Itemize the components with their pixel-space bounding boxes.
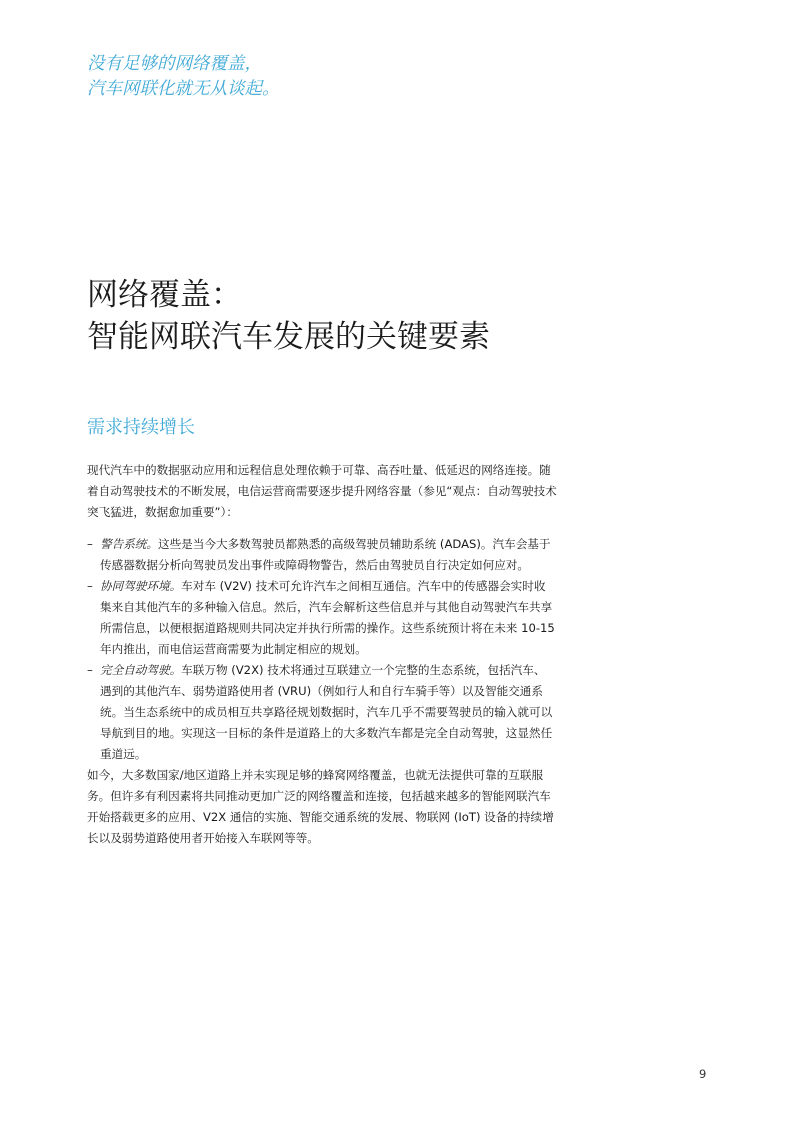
bullet-text: 车对车 (V2V) 技术可允许汽车之间相互通信。汽车中的传感器会实时收集来自其他汽车的多种输入信息。然后，汽车会解析这些信息并与其他自动驾驶汽车共享所需信息，以便根据道路规则共同决定并执行所需的操作。这些系统预计将在未来 10-15 年内推出，而电信运营商需要为此制定相应的规划。 — [100, 579, 555, 656]
bullet-dash: – — [87, 537, 93, 551]
pull-quote — [87, 52, 587, 102]
bullet-text: 这些是当今大多数驾驶员都熟悉的高级驾驶员辅助系统 (ADAS)。汽车会基于传感器数据分析向驾驶员发出事件或障碍物警告，然后由驾驶员自行决定如何应对。 — [100, 537, 551, 572]
pull-quote-line-1: 没有足够的网络覆盖， — [87, 54, 262, 74]
bullet-warning-systems — [87, 534, 557, 576]
bullet-term: 警告系统。 — [100, 537, 158, 551]
bullet-dash: – — [87, 663, 93, 677]
bullet-term: 完全自动驾驶。 — [100, 663, 182, 677]
page-number: 9 — [699, 1067, 707, 1081]
bullet-full-autonomy — [87, 660, 557, 765]
intro-paragraph: 现代汽车中的数据驱动应用和远程信息处理依赖于可靠、高吞吐量、低延迟的网络连接。随着自动驾驶技术的不断发展，电信运营商需要逐步提升网络容量（参见“观点：自动驾驶技术突飞猛进，数据愈加重要”）： — [87, 463, 557, 519]
page-title — [87, 274, 727, 358]
body-text — [87, 460, 557, 849]
section-heading: 需求持续增长 — [87, 417, 195, 438]
bullet-cooperative-driving — [87, 576, 557, 660]
bullet-dash: – — [87, 579, 93, 593]
bullet-term: 协同驾驶环境。 — [100, 579, 182, 593]
bullet-text: 车联万物 (V2X) 技术将通过互联建立一个完整的生态系统，包括汽车、遇到的其他汽车、弱势道路使用者 (VRU)（例如行人和自行车骑手等）以及智能交通系统。当生态系统中的成员相互共享路径规划数据时，汽车几乎不需要驾驶员的输入就可以导航到目的地。实现这一目标的条件是道路上的大多数汽车都是完全自动驾驶，这显然任重道远。 — [100, 663, 553, 761]
pull-quote-line-2: 汽车网联化就无从谈起。 — [87, 79, 280, 99]
page-title-line-1: 网络覆盖： — [87, 277, 242, 313]
closing-paragraph: 如今，大多数国家/地区道路上并未实现足够的蜂窝网络覆盖，也就无法提供可靠的互联服务。但许多有利因素将共同推动更加广泛的网络覆盖和连接，包括越来越多的智能网联汽车开始搭载更多的应用、V2X 通信的实施、智能交通系统的发展、物联网 (IoT) 设备的持续增长以及弱势道路使用者开始接入车联网等等。 — [87, 768, 554, 845]
page-title-line-2: 智能网联汽车发展的关键要素 — [87, 319, 490, 355]
